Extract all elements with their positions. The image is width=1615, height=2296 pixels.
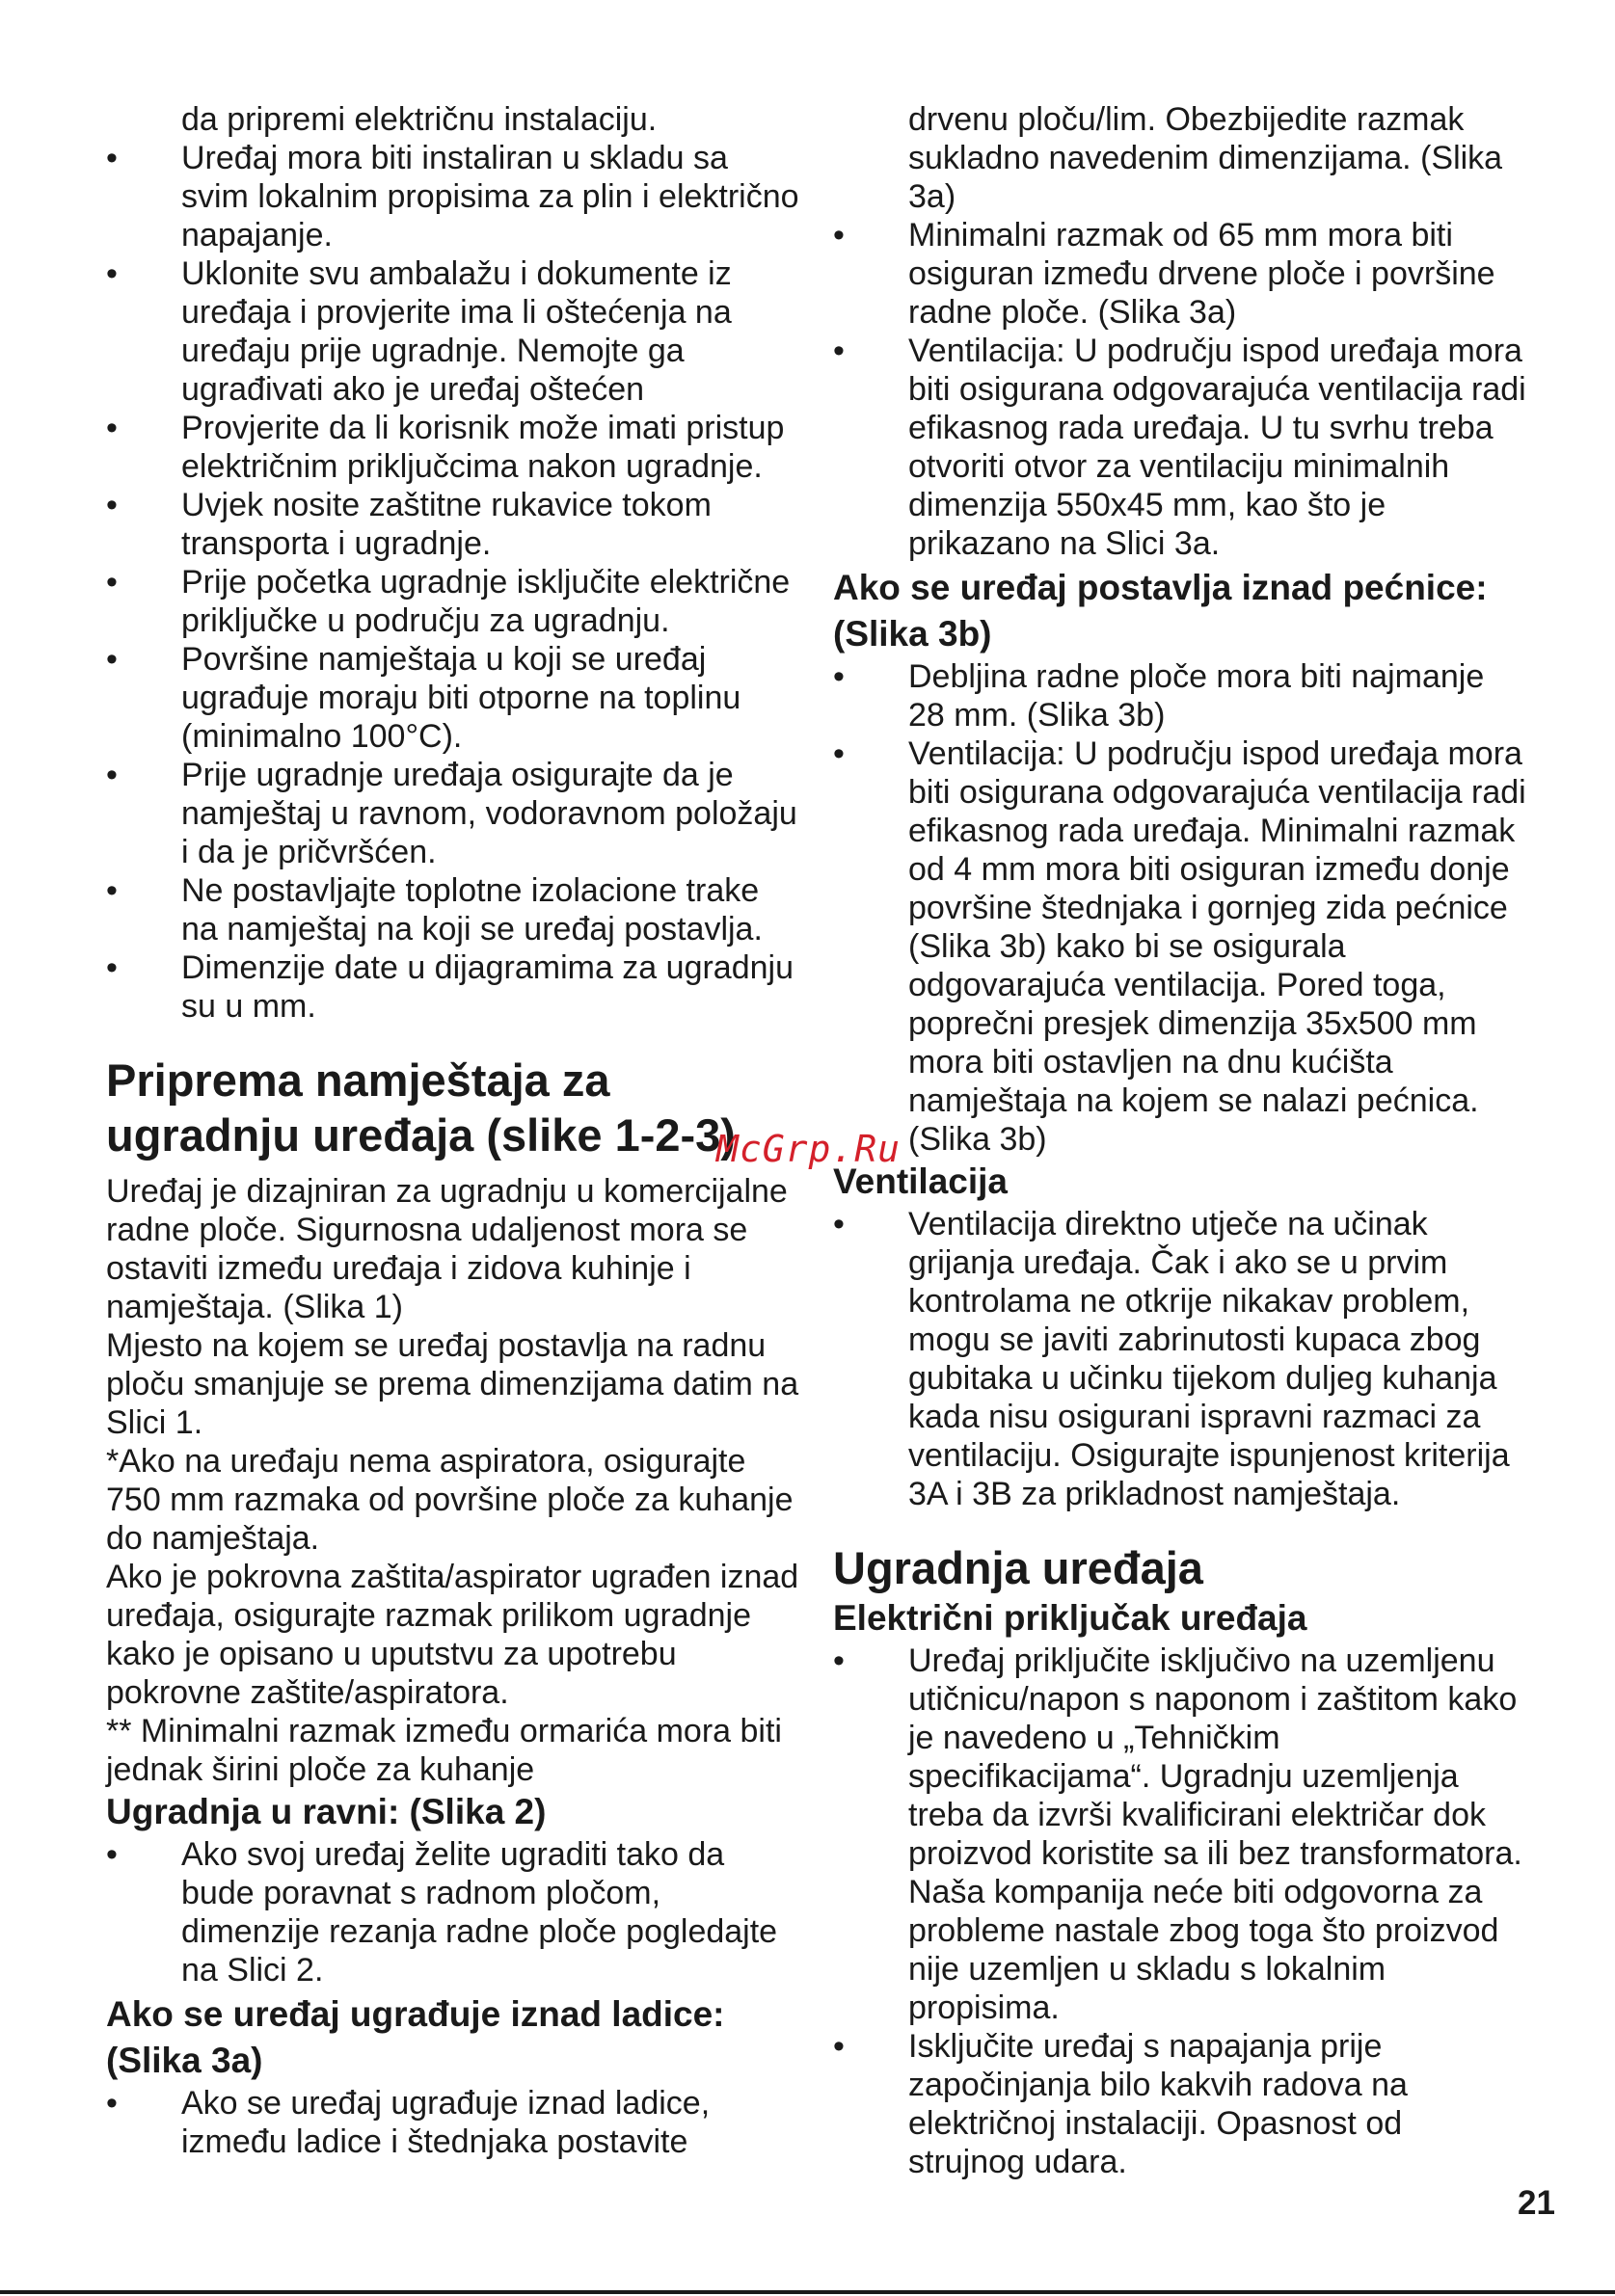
list-item: • Prije početka ugradnje isključite električne priključke u području za ugradnju.: [106, 563, 800, 640]
electrical-bullet-list: [833, 1642, 1527, 2181]
list-item: • Ventilacija: U području ispod uređaja mora biti osigurana odgovarajuća ventilacija radi efikasnog rada uređaja. Minimalni razmak od 4 mm mora biti osiguran između donje površine štednjaka i gornjeg zida pećnice (Slika 3b) kako bi se osigurala odgovarajuća ventilacija. Pored toga, poprečni presjek dimenzija 35x500 mm mora biti ostavljen na dnu kućišta namještaja na kojem se nalazi pećnica. (Slika 3b): [833, 734, 1527, 1159]
paragraph: ** Minimalni razmak između ormarića mora biti jednak širini ploče za kuhanje: [106, 1713, 782, 1788]
list-item: • Uređaj priključite isključivo na uzemljenu utičnicu/napon s naponom i zaštitom kako je navedeno u „Tehničkim specifikacijama“. Ugradnju uzemljenja treba da izvrši kvalificirani električar dok proizvod koristite sa ili bez transformatora. Naša kompanija neće biti odgovorna za probleme nastale zbog toga što proizvod nije uzemljen u skladu s lokalnim propisima.: [833, 1642, 1527, 2027]
right-column: [833, 100, 1527, 2181]
list-item: • Dimenzije date u dijagramima za ugradnju su u mm.: [106, 948, 800, 1026]
list-item: • Uvjek nosite zaštitne rukavice tokom transporta i ugradnje.: [106, 486, 800, 563]
section-heading-furniture: Priprema namještaja za ugradnju uređaja (slike 1-2-3): [106, 1055, 736, 1161]
list-item: • Ne postavljajte toplotne izolacione trake na namještaj na koji se uređaj postavlja.: [106, 871, 800, 948]
paragraph: Mjesto na kojem se uređaj postavlja na radnu ploču smanjuje se prema dimenzijama datim na Slici 1.: [106, 1327, 799, 1441]
subheading-flush-install: Ugradnja u ravni: (Slika 2): [106, 1792, 547, 1831]
paragraph: *Ako na uređaju nema aspiratora, osigurajte 750 mm razmaka od površine ploče za kuhanje do namještaja.: [106, 1443, 794, 1557]
list-item: • Uklonite svu ambalažu i dokumente iz uređaja i provjerite ima li oštećenja na uređaju prije ugradnje. Nemojte ga ugrađivati ako je uređaj oštećen: [106, 254, 800, 409]
list-item: • Prije ugradnje uređaja osigurajte da je namještaj u ravnom, vodoravnom položaju i da je pričvršćen.: [106, 756, 800, 871]
installation-bullet-list: [106, 139, 800, 1026]
subheading-electrical-connection: Električni priključak uređaja: [833, 1598, 1307, 1638]
list-item: • Uređaj mora biti instaliran u skladu sa svim lokalnim propisima za plin i električno napajanje.: [106, 139, 800, 254]
drawer-continued-bullet-list: [833, 216, 1527, 563]
subheading-drawer-install: Ako se uređaj ugrađuje iznad ladice: (Slika 3a): [106, 1994, 725, 2080]
continued-text: da pripremi električnu instalaciju.: [181, 101, 658, 138]
paragraph: Uređaj je dizajniran za ugradnju u komercijalne radne ploče. Sigurnosna udaljenost mora se ostaviti između uređaja i zidova kuhinje i namještaja. (Slika 1): [106, 1173, 788, 1325]
list-item: • Provjerite da li korisnik može imati pristup električnim priključcima nakon ugradnje.: [106, 409, 800, 486]
watermark: McGrp.Ru: [716, 1128, 902, 1170]
oven-bullet-list: [833, 657, 1527, 1159]
bottom-rule: [0, 2290, 1615, 2294]
flush-bullet-list: [106, 1835, 800, 1989]
left-column: [106, 100, 800, 2161]
list-item: • Debljina radne ploče mora biti najmanje 28 mm. (Slika 3b): [833, 657, 1527, 734]
list-item: • Ventilacija: U području ispod uređaja mora biti osigurana odgovarajuća ventilacija radi efikasnog rada uređaja. U tu svrhu treba otvoriti otvor za ventilaciju minimalnih dimenzija 550x45 mm, kao što je prikazano na Slici 3a.: [833, 332, 1527, 563]
list-item: • Ako svoj uređaj želite ugraditi tako da bude poravnat s radnom pločom, dimenzije rezanja radne ploče pogledajte na Slici 2.: [106, 1835, 800, 1989]
section-heading-installation: Ugradnja uređaja: [833, 1542, 1203, 1593]
list-item: • Isključite uređaj s napajanja prije započinjanja bilo kakvih radova na električnoj instalaciji. Opasnost od strujnog udara.: [833, 2027, 1527, 2181]
page-number: 21: [1518, 2184, 1555, 2222]
list-item: • Minimalni razmak od 65 mm mora biti osiguran između drvene ploče i površine radne ploče. (Slika 3a): [833, 216, 1527, 332]
subheading-ventilation: Ventilacija: [833, 1161, 1008, 1201]
paragraph: Ako je pokrovna zaštita/aspirator ugrađen iznad uređaja, osigurajte razmak prilikom ugradnje kako je opisano u uputstvu za upotrebu pokrovne zaštite/aspiratora.: [106, 1559, 799, 1711]
subheading-oven-install: Ako se uređaj postavlja iznad pećnice: (Slika 3b): [833, 568, 1488, 654]
list-item: • Površine namještaja u koji se uređaj ugrađuje moraju biti otporne na toplinu (minimalno 100°C).: [106, 640, 800, 756]
ventilation-bullet-list: [833, 1205, 1527, 1513]
drawer-bullet-list: [106, 2084, 800, 2161]
continued-text: drvenu ploču/lim. Obezbijedite razmak sukladno navedenim dimenzijama. (Slika 3a): [908, 101, 1503, 215]
list-item: • Ako se uređaj ugrađuje iznad ladice, između ladice i štednjaka postavite: [106, 2084, 800, 2161]
list-item: • Ventilacija direktno utječe na učinak grijanja uređaja. Čak i ako se u prvim kontrolama ne otkrije nikakav problem, mogu se javiti zabrinutosti kupaca zbog gubitaka u učinku tijekom duljeg kuhanja kada nisu osigurani ispravni razmaci za ventilaciju. Osigurajte ispunjenost kriterija 3A i 3B za prikladnost namještaja.: [833, 1205, 1527, 1513]
